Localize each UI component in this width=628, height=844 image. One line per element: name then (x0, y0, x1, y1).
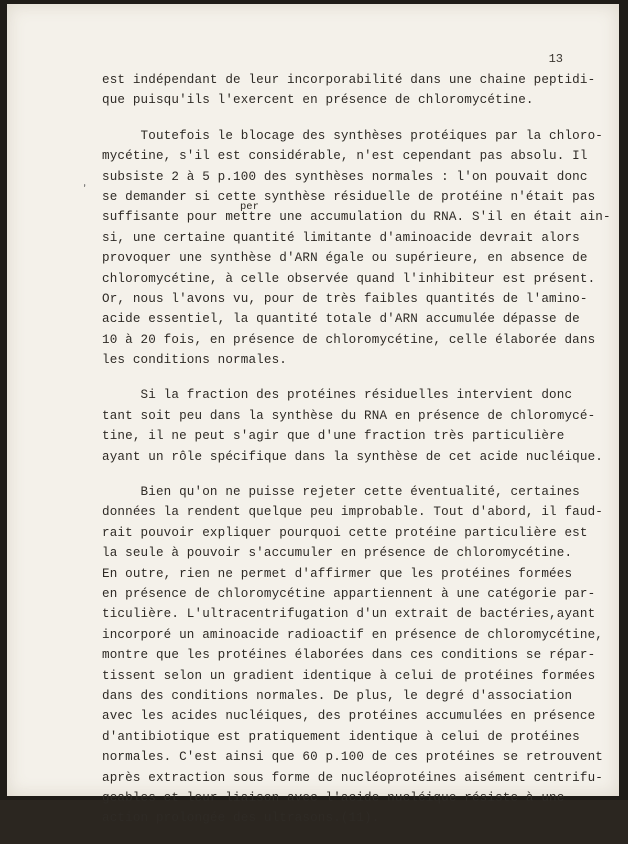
text-line: Toutefois le blocage des synthèses protéiques par la chloro- (102, 128, 603, 143)
paragraph (102, 482, 603, 829)
text-line: avec les acides nucléiques, des protéines accumulées en présence (102, 709, 596, 724)
text-line: Or, nous l'avons vu, pour de très faibles quantités de l'amino- (102, 291, 588, 306)
paragraph (102, 385, 603, 467)
text-line: d'antibiotique est pratiquement identique à celui de protéines (102, 729, 580, 744)
text-line: si, une certaine quantité limitante d'aminoacide devrait alors (102, 230, 580, 245)
text-line: tant soit peu dans la synthèse du RNA en présence de chloromycé- (102, 408, 596, 423)
text-line: Si la fraction des protéines résiduelles intervient donc (102, 388, 573, 403)
text-line: provoquer une synthèse d'ARN égale ou supérieure, en absence de (102, 251, 588, 266)
text-line: après extraction sous forme de nucléoprotéines aisément centrifu- (102, 770, 603, 785)
text-line: action prolongée des ultrasons.(11). (102, 811, 380, 826)
text-line: incorporé un aminoacide radioactif en présence de chloromycétine, (102, 627, 603, 642)
interlinear-insertion: per (240, 201, 259, 213)
body-text (102, 70, 611, 844)
text-line: geables et leur liaison avec l'acide nucléique résiste à une (102, 790, 565, 805)
text-line: dans des conditions normales. De plus, le degré d'association (102, 688, 573, 703)
text-line: en présence de chloromycétine appartiennent à une catégorie par- (102, 586, 596, 601)
text-line: tissent selon un gradient identique à celui de protéines formées (102, 668, 596, 683)
text-line: se demander si cette synthèse résiduelle de protéine n'était pas (102, 189, 596, 204)
text-line: Bien qu'on ne puisse rejeter cette éventualité, certaines (102, 485, 580, 500)
text-line: est indépendant de leur incorporabilité dans une chaine peptidi- (102, 73, 596, 87)
text-line: que puisqu'ils l'exercent en présence de chloromycétine. (102, 93, 534, 108)
text-line: montre que les protéines élaborées dans ces conditions se répar- (102, 648, 596, 663)
text-line: les conditions normales. (102, 353, 287, 368)
page-number: 13 (548, 52, 563, 66)
text-line: ticulière. L'ultracentrifugation d'un extrait de bactéries,ayant (102, 607, 596, 622)
text-line: ayant un rôle spécifique dans la synthèse de cet acide nucléique. (102, 449, 603, 464)
text-line: En outre, rien ne permet d'affirmer que les protéines formées (102, 566, 573, 581)
margin-mark: ʼ (81, 183, 89, 197)
text-line: tine, il ne peut s'agir que d'une fraction très particulière (102, 429, 565, 444)
text-line: normales. C'est ainsi que 60 p.100 de ces protéines se retrouvent (102, 750, 603, 765)
text-line: mycétine, s'il est considérable, n'est cependant pas absolu. Il (102, 149, 588, 164)
text-line: subsiste 2 à 5 p.100 des synthèses normales : l'on pouvait donc (102, 169, 588, 184)
paragraph (102, 126, 611, 371)
text-line: la seule à pouvoir s'accumuler en présence de chloromycétine. (102, 546, 573, 561)
paragraph (102, 70, 596, 111)
text-line: données la rendent quelque peu improbable. Tout d'abord, il faud- (102, 505, 603, 520)
text-line: rait pouvoir expliquer pourquoi cette protéine particulière est (102, 525, 588, 540)
document-page (7, 4, 619, 826)
text-line: 10 à 20 fois, en présence de chloromycétine, celle élaborée dans (102, 332, 596, 347)
text-line: acide essentiel, la quantité totale d'ARN accumulée dépasse de (102, 312, 580, 327)
text-line: chloromycétine, à celle observée quand l'inhibiteur est présent. (102, 271, 596, 286)
text-line: suffisante pour mettre une accumulation du RNA. S'il en était ain- (102, 210, 611, 225)
